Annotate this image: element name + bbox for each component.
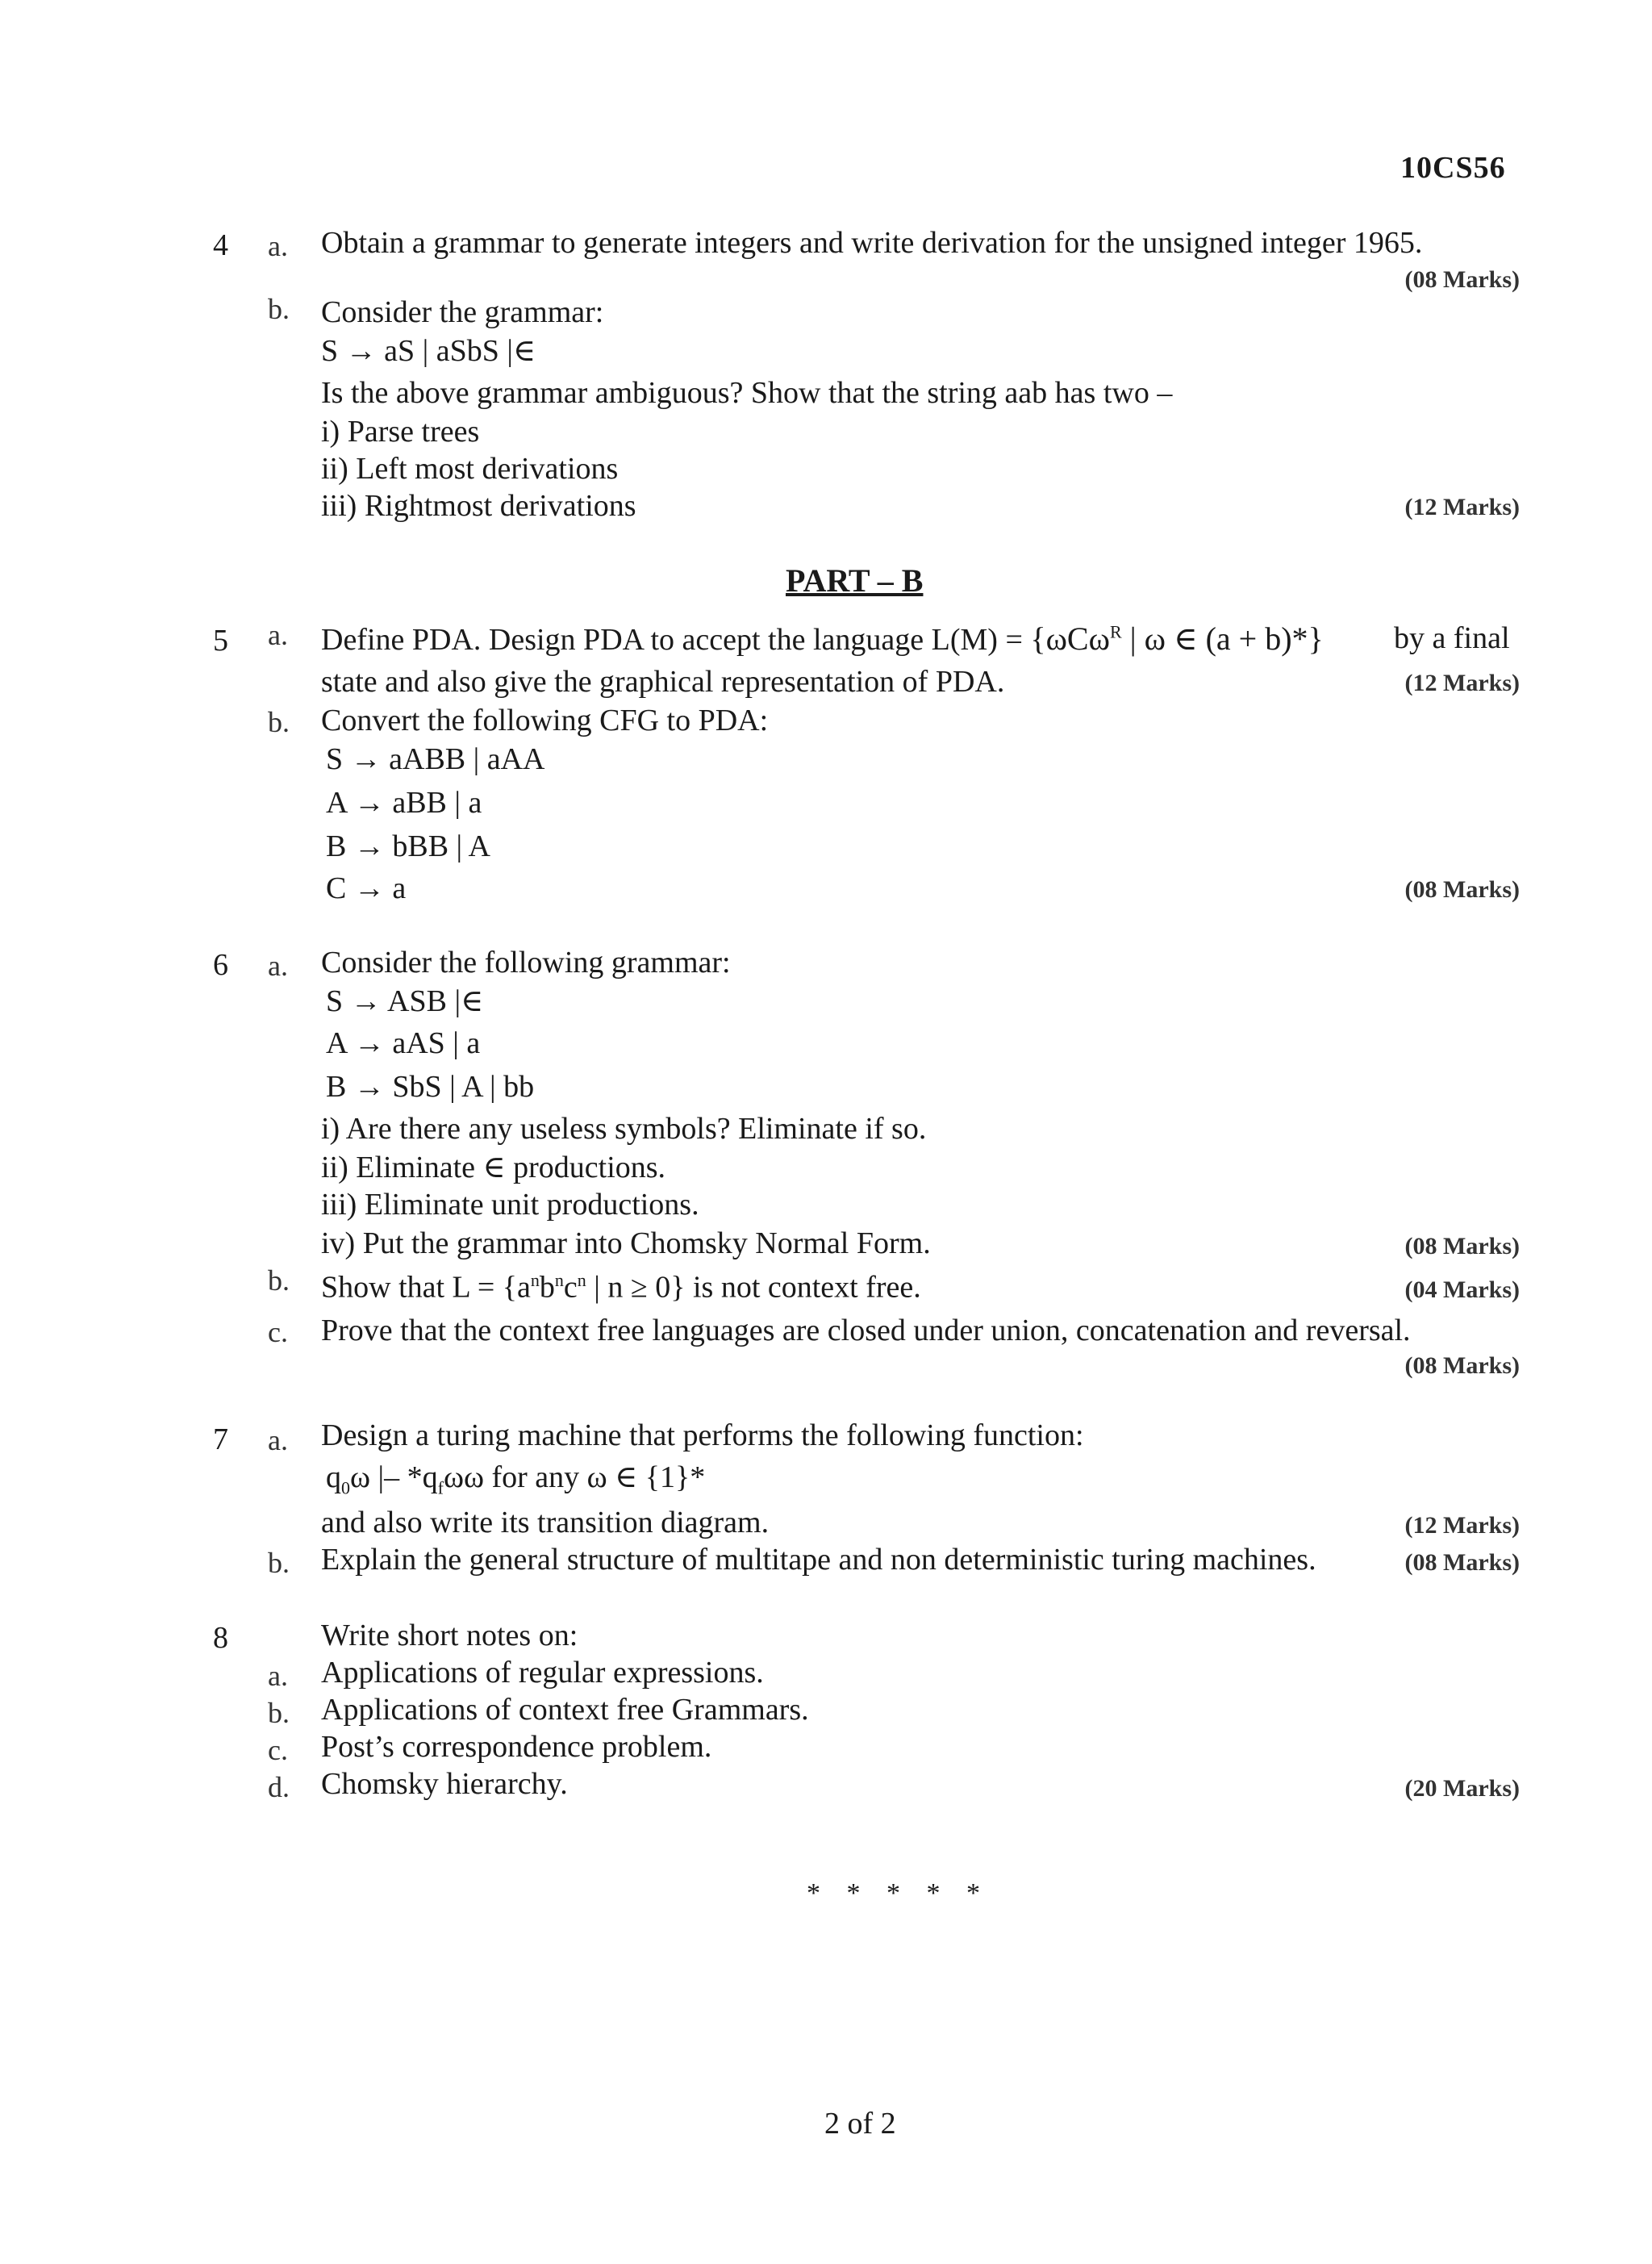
- q5-b-marks: (08 Marks): [1404, 876, 1520, 903]
- q4-b-intro: Consider the grammar:: [321, 295, 604, 329]
- q4-a-marks: (08 Marks): [1404, 266, 1520, 293]
- q6-a-label: a.: [268, 950, 288, 982]
- q8-a-text: Applications of regular expressions.: [321, 1656, 764, 1690]
- q8-a-label: a.: [268, 1660, 288, 1692]
- fn-q: q: [326, 1460, 341, 1494]
- q5-b-rule-2: A → aBB | a: [326, 786, 482, 820]
- q6-b-marks: (04 Marks): [1404, 1276, 1520, 1303]
- q7-b-text: Explain the general structure of multitape and non deterministic turing machines.: [321, 1543, 1316, 1577]
- q4-b-item-2: ii) Left most derivations: [321, 452, 619, 486]
- q6-a-intro: Consider the following grammar:: [321, 946, 731, 980]
- q8-c-text: Post’s correspondence problem.: [321, 1730, 712, 1764]
- q6-b-pre: Show that L = {a: [321, 1270, 531, 1305]
- q7-a-line3: and also write its transition diagram.: [321, 1506, 770, 1539]
- q4-b-label: b.: [268, 293, 290, 325]
- q8-intro: Write short notes on:: [321, 1619, 578, 1652]
- q7-a-label: a.: [268, 1424, 288, 1456]
- q6-b-sup3: n: [577, 1270, 586, 1290]
- q4-b-item-1: i) Parse trees: [321, 415, 480, 449]
- q5-a-label: a.: [268, 619, 288, 651]
- q6-a-marks: (08 Marks): [1404, 1233, 1520, 1259]
- q6-b-mid1: b: [539, 1270, 555, 1305]
- q6-a-rule-1: S → ASB |∈: [326, 984, 484, 1018]
- q6-a-rule-3: B → SbS | A | bb: [326, 1070, 535, 1104]
- q6-a-rule-2: A → aAS | a: [326, 1026, 481, 1060]
- fn-sub0: 0: [341, 1477, 350, 1498]
- q5-b-rule-1: S → aABB | aAA: [326, 742, 545, 776]
- q5-b-rule-4: C → a: [326, 871, 407, 905]
- q8-d-text: Chomsky hierarchy.: [321, 1767, 568, 1801]
- q4-b-item-3: iii) Rightmost derivations: [321, 489, 636, 523]
- q4-b-rule: S → aS | aSbS |∈: [321, 334, 536, 368]
- q7-a-marks: (12 Marks): [1404, 1512, 1520, 1539]
- q6-b-sup2: n: [554, 1270, 564, 1290]
- q7-a-intro: Design a turing machine that performs the following function:: [321, 1418, 1084, 1452]
- q7-a-function: [326, 1462, 705, 1497]
- fn-subf: f: [437, 1477, 444, 1498]
- q6-a-item-1: i) Are there any useless symbols? Eliminate if so.: [321, 1112, 927, 1146]
- q8-c-label: c.: [268, 1734, 288, 1766]
- q5-b-label: b.: [268, 706, 290, 738]
- q6-c-text: Prove that the context free languages are closed under union, concatenation and reversal.: [321, 1314, 1411, 1347]
- q5-a-line1-post: by a final: [1394, 621, 1510, 655]
- q5-b-intro: Convert the following CFG to PDA:: [321, 704, 769, 737]
- formula-sup: R: [1109, 621, 1122, 642]
- page-number: 2 of 2: [824, 2107, 896, 2141]
- end-marker: * * * * *: [807, 1878, 990, 1908]
- course-code: 10CS56: [1400, 151, 1506, 185]
- q6-a-item-2: ii) Eliminate ∈ productions.: [321, 1151, 666, 1184]
- q8-d-label: d.: [268, 1771, 290, 1803]
- q4-a-text: Obtain a grammar to generate integers and write derivation for the unsigned integer 1965.: [321, 226, 1423, 260]
- question-number-5: 5: [213, 624, 228, 658]
- q8-b-label: b.: [268, 1697, 290, 1729]
- q8-b-text: Applications of context free Grammars.: [321, 1693, 809, 1727]
- question-number-6: 6: [213, 948, 228, 982]
- q5-a-line1-pre: Define PDA. Design PDA to accept the language L(M) =: [321, 623, 1023, 657]
- question-number-7: 7: [213, 1422, 228, 1456]
- q8-marks: (20 Marks): [1404, 1775, 1520, 1802]
- q5-a-line2: state and also give the graphical representation of PDA.: [321, 665, 1005, 699]
- q6-c-label: c.: [268, 1316, 288, 1348]
- formula-main: {ωCω: [1030, 620, 1110, 657]
- q4-b-marks: (12 Marks): [1404, 494, 1520, 520]
- q5-b-rule-3: B → bBB | A: [326, 829, 490, 863]
- q6-b-text: [321, 1272, 921, 1303]
- q5-a-marks: (12 Marks): [1404, 670, 1520, 696]
- q4-a-label: a.: [268, 230, 288, 262]
- q6-a-item-3: iii) Eliminate unit productions.: [321, 1188, 699, 1222]
- question-number-4: 4: [213, 228, 228, 262]
- q5-a-line1: [321, 620, 1324, 657]
- q6-a-item-4: iv) Put the grammar into Chomsky Normal Form.: [321, 1226, 931, 1260]
- q6-b-post: | n ≥ 0} is not context free.: [586, 1270, 921, 1305]
- q6-c-marks: (08 Marks): [1404, 1352, 1520, 1379]
- q4-b-question: Is the above grammar ambiguous? Show that the string aab has two –: [321, 376, 1173, 410]
- q6-b-sup1: n: [530, 1270, 540, 1290]
- q7-b-label: b.: [268, 1547, 290, 1579]
- q6-b-mid2: c: [563, 1270, 578, 1305]
- question-number-8: 8: [213, 1621, 228, 1655]
- q6-b-label: b.: [268, 1264, 290, 1297]
- q5-a-language-formula: [1030, 620, 1323, 657]
- fn-post: ωω for any ω ∈ {1}*: [443, 1460, 706, 1494]
- part-b-heading: PART – B: [786, 562, 924, 599]
- formula-post: | ω ∈ (a + b)*}: [1121, 620, 1324, 657]
- q7-b-marks: (08 Marks): [1404, 1549, 1520, 1576]
- fn-mid: ω |– *q: [350, 1460, 438, 1494]
